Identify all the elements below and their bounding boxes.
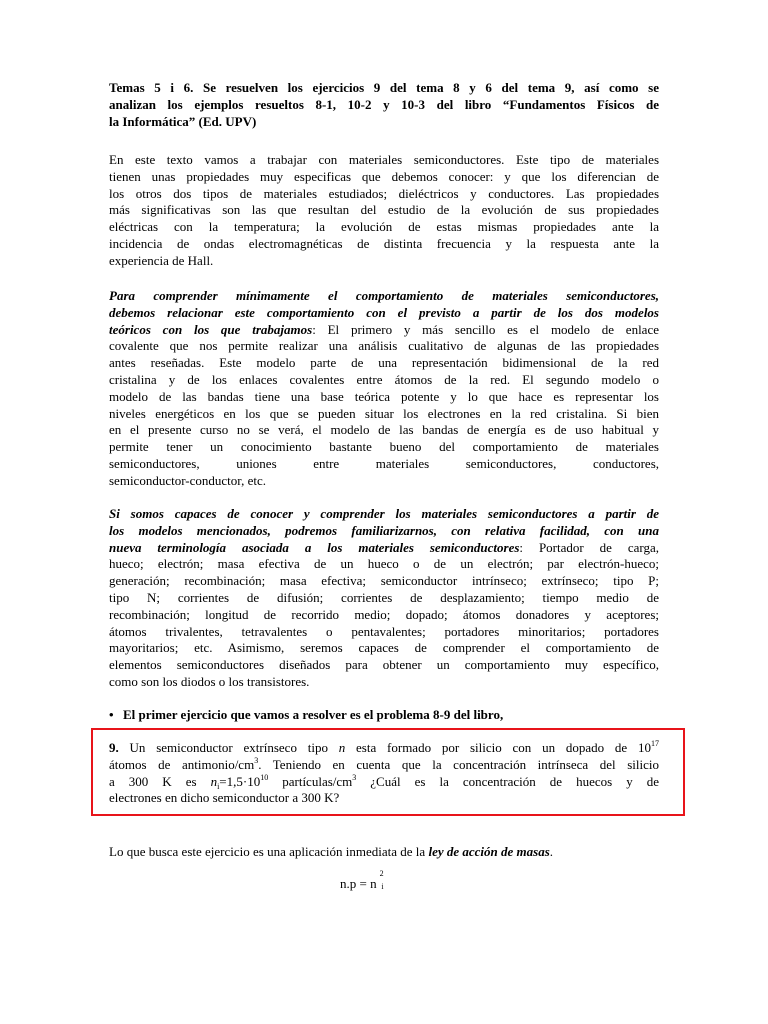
text-line: en el presente curso no se verá, el modelo de las bandas de energía es de uso habitual y bbox=[109, 422, 659, 438]
emphasis-text: Si somos capaces de conocer y comprender los materiales semiconductores a partir de bbox=[109, 506, 659, 521]
text-run: =1,5·10 bbox=[219, 773, 261, 789]
title-line: analizan los ejemplos resueltos 8-1, 10-2 y 10-3 del libro “Fundamentos Físicos de bbox=[109, 96, 659, 112]
text-run: . bbox=[549, 844, 554, 859]
text-line: hueco; electrón; masa efectiva de un hueco o de un electrón; par electrón-hueco; bbox=[109, 556, 659, 572]
text-line: niveles energéticos en los que se pueden situar los electrones en la red cristalina. Si bien bbox=[109, 405, 659, 421]
emphasis-text: ley de acción de masas bbox=[428, 844, 550, 859]
text-run: n bbox=[338, 740, 346, 755]
text-line: En este texto vamos a trabajar con materiales semiconductores. Este tipo de materiales bbox=[109, 152, 659, 167]
text-line: recombinación; longitud de recorrido medio; dopado; átomos donadores y aceptores; bbox=[109, 606, 659, 622]
bullet-symbol: • bbox=[109, 707, 114, 722]
text-run: esta formado por silicio con un dopado de 10 bbox=[345, 740, 651, 755]
text-run: ¿Cuál es la concentración de huecos y de bbox=[356, 773, 659, 789]
text-run: Lo que busca este ejercicio es una aplicación inmediata de la bbox=[109, 844, 429, 859]
terminology-paragraph bbox=[109, 506, 659, 691]
text-run: átomos de antimonio/cm bbox=[109, 756, 255, 772]
subscript: i bbox=[217, 781, 220, 791]
text-line: permite tener un conocimiento bastante bueno del comportamiento de materiales bbox=[109, 439, 659, 455]
text-line: tienen unas propiedades muy especificas que debemos conocer: y que los diferencian de bbox=[109, 168, 659, 184]
formula-subscript: i bbox=[381, 882, 384, 891]
document-title bbox=[109, 80, 659, 130]
text-line: incidencia de ondas electromagnéticas de distinta frecuencia y la respuesta ante la bbox=[109, 235, 659, 251]
text-run: partículas/cm bbox=[268, 773, 353, 789]
text-line: átomos trivalentes, tetravalentes o pentavalentes; portadores minoritarios; portadores bbox=[109, 623, 659, 639]
superscript: 10 bbox=[260, 772, 269, 782]
emphasis-text: nueva terminología asociada a los materiales semiconductores bbox=[109, 539, 520, 555]
formula-superscript: 2 bbox=[379, 869, 384, 878]
text-line: antes reseñadas. Este modelo parte de una representación bidimensional de la red bbox=[109, 355, 659, 371]
text-line: experiencia de Hall. bbox=[109, 252, 214, 268]
mass-action-paragraph bbox=[109, 844, 659, 861]
models-paragraph bbox=[109, 288, 659, 490]
text-line: mayoritarios; etc. Asimismo, seremos capaces de comprender el comportamiento de bbox=[109, 640, 659, 656]
emphasis-text: debemos relacionar este comportamiento con el previsto a partir de los dos modelos bbox=[109, 304, 659, 320]
text-run: : El primero y más sencillo es el modelo de enlace bbox=[312, 321, 659, 337]
emphasis-text: teóricos con los que trabajamos bbox=[109, 321, 313, 337]
text-run: a 300 K es bbox=[109, 773, 211, 789]
text-run: n bbox=[210, 773, 218, 789]
text-line: tipo N; corrientes de difusión; corrientes de desplazamiento; tiempo medio de bbox=[109, 589, 659, 605]
text-line: como son los diodos o los transistores. bbox=[109, 673, 310, 689]
text-line: generación; recombinación; masa efectiva; semiconductor intrínseco; extrínseco; tipo P; bbox=[109, 573, 659, 589]
text-line: modelo de las bandas tiene una base teórica potente y lo que hace es representar los bbox=[109, 388, 659, 404]
title-line: la Informática” (Ed. UPV) bbox=[109, 113, 257, 129]
text-line: semiconductor-conductor, etc. bbox=[109, 472, 266, 488]
mass-action-formula bbox=[340, 869, 384, 892]
text-line: los otros dos tipos de materiales estudiados; dieléctricos y conductores. Las propiedades bbox=[109, 185, 659, 201]
emphasis-text: Para comprender mínimamente el comportamiento de materiales semiconductores, bbox=[109, 288, 659, 303]
text-line: semiconductores, uniones entre materiales semiconductores, conductores, bbox=[109, 455, 659, 471]
text-line: elementos semiconductores diseñados para obtener un comportamiento muy específico, bbox=[109, 657, 659, 673]
text-run: . Teniendo en cuenta que la concentración intrínseca del silicio bbox=[258, 756, 659, 772]
text-line: cristalina y de los enlaces covalentes entre átomos de la red. El segundo modelo o bbox=[109, 371, 659, 387]
text-run: Un semiconductor extrínseco tipo bbox=[118, 740, 339, 755]
text-line: más significativas son las que resultan del estudio de la evolución de sus propiedades bbox=[109, 202, 659, 218]
emphasis-text: los modelos mencionados, podremos familiarizarnos, con relativa facilidad, con una bbox=[109, 522, 659, 538]
text-line: covalente que nos permite realizar una análisis cualitativo de algunas de las propiedades bbox=[109, 338, 659, 354]
problem-statement bbox=[109, 740, 659, 807]
problem-number: 9. bbox=[109, 740, 119, 755]
text-line: electrones en dicho semiconductor a 300 K? bbox=[109, 790, 340, 806]
bullet-item bbox=[109, 707, 659, 724]
title-line: Temas 5 i 6. Se resuelven los ejercicios 9 del tema 8 y 6 del tema 9, así como se bbox=[109, 80, 659, 95]
superscript: 17 bbox=[651, 739, 659, 748]
formula-text: n.p = n bbox=[340, 876, 377, 891]
bullet-text: El primer ejercicio que vamos a resolver es el problema 8-9 del libro, bbox=[123, 707, 504, 722]
superscript: 3 bbox=[352, 772, 357, 782]
text-run: : Portador de carga, bbox=[519, 539, 659, 555]
text-line: eléctricas con la temperatura; la evolución de estas mismas propiedades ante la bbox=[109, 219, 659, 235]
intro-paragraph bbox=[109, 152, 659, 270]
superscript: 3 bbox=[254, 755, 259, 765]
